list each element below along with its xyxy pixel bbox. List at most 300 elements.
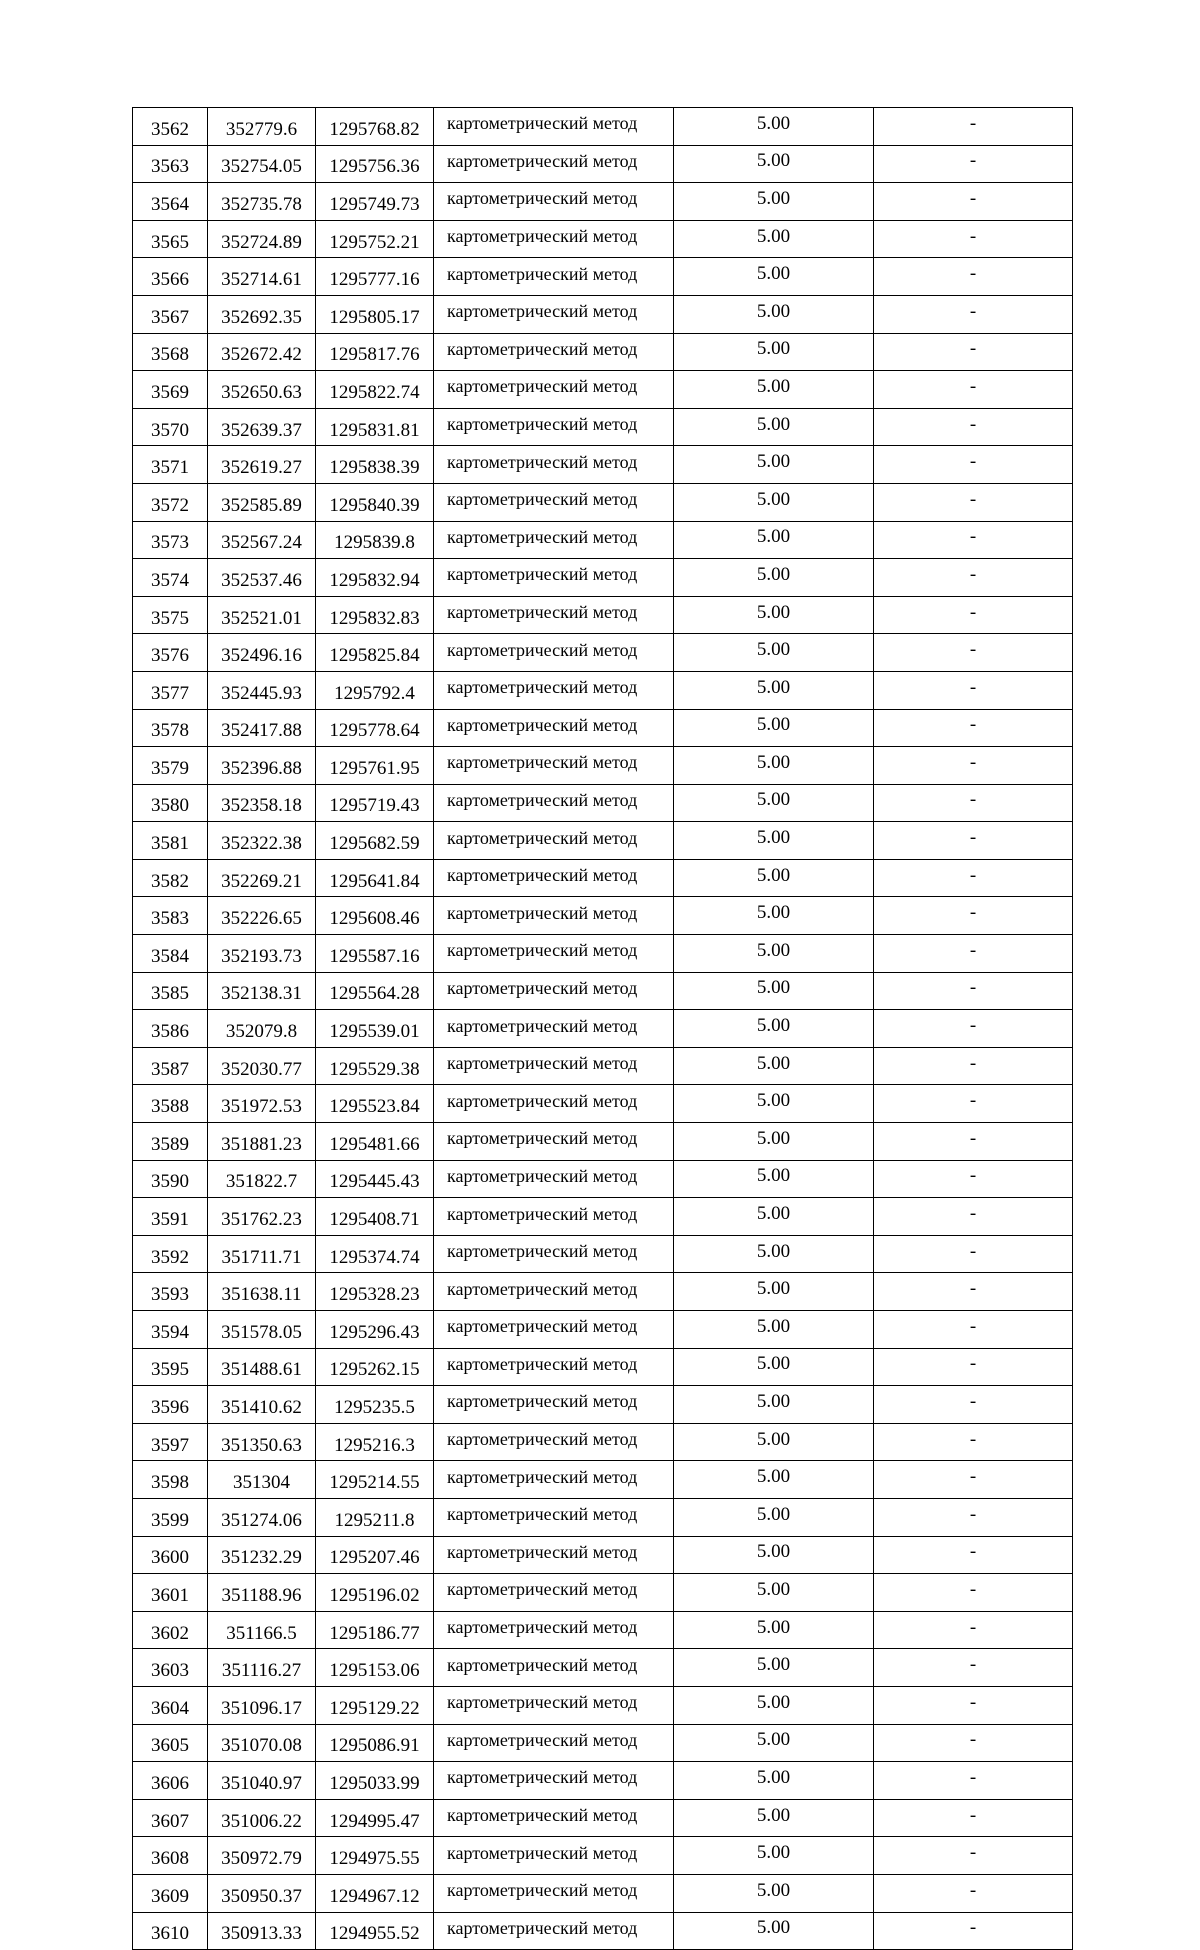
x-coordinate-cell: 352417.88 — [208, 709, 316, 747]
method-cell: картометрический метод — [434, 1686, 674, 1724]
coordinates-table — [132, 107, 1073, 1950]
note-cell: - — [874, 371, 1073, 409]
point-number-cell: 3592 — [133, 1235, 208, 1273]
y-coordinate-cell: 1295214.55 — [316, 1461, 434, 1499]
method-cell: картометрический метод — [434, 822, 674, 860]
point-number-cell: 3582 — [133, 859, 208, 897]
point-number-cell: 3586 — [133, 1010, 208, 1048]
point-number-cell: 3583 — [133, 897, 208, 935]
y-coordinate-cell: 1295529.38 — [316, 1047, 434, 1085]
table-row — [133, 747, 1073, 785]
accuracy-cell: 5.00 — [674, 1235, 874, 1273]
point-number-cell: 3568 — [133, 333, 208, 371]
x-coordinate-cell: 352735.78 — [208, 183, 316, 221]
point-number-cell: 3569 — [133, 371, 208, 409]
y-coordinate-cell: 1295768.82 — [316, 108, 434, 146]
note-cell: - — [874, 258, 1073, 296]
table-row — [133, 295, 1073, 333]
x-coordinate-cell: 352537.46 — [208, 559, 316, 597]
method-cell: картометрический метод — [434, 1536, 674, 1574]
table-row — [133, 1724, 1073, 1762]
table-row — [133, 1799, 1073, 1837]
point-number-cell: 3604 — [133, 1686, 208, 1724]
accuracy-cell: 5.00 — [674, 1273, 874, 1311]
x-coordinate-cell: 351350.63 — [208, 1423, 316, 1461]
method-cell: картометрический метод — [434, 784, 674, 822]
x-coordinate-cell: 351578.05 — [208, 1311, 316, 1349]
accuracy-cell: 5.00 — [674, 1912, 874, 1950]
coordinates-table-body — [133, 108, 1073, 1950]
point-number-cell: 3588 — [133, 1085, 208, 1123]
point-number-cell: 3606 — [133, 1762, 208, 1800]
method-cell: картометрический метод — [434, 859, 674, 897]
y-coordinate-cell: 1295839.8 — [316, 521, 434, 559]
accuracy-cell: 5.00 — [674, 1423, 874, 1461]
table-row — [133, 1686, 1073, 1724]
accuracy-cell: 5.00 — [674, 1649, 874, 1687]
point-number-cell: 3610 — [133, 1912, 208, 1950]
y-coordinate-cell: 1295216.3 — [316, 1423, 434, 1461]
note-cell: - — [874, 183, 1073, 221]
note-cell: - — [874, 1160, 1073, 1198]
note-cell: - — [874, 1874, 1073, 1912]
point-number-cell: 3584 — [133, 935, 208, 973]
x-coordinate-cell: 352754.05 — [208, 145, 316, 183]
accuracy-cell: 5.00 — [674, 634, 874, 672]
x-coordinate-cell: 352138.31 — [208, 972, 316, 1010]
x-coordinate-cell: 352193.73 — [208, 935, 316, 973]
table-row — [133, 1498, 1073, 1536]
accuracy-cell: 5.00 — [674, 559, 874, 597]
method-cell: картометрический метод — [434, 1724, 674, 1762]
method-cell: картометрический метод — [434, 559, 674, 597]
y-coordinate-cell: 1294955.52 — [316, 1912, 434, 1950]
table-row — [133, 183, 1073, 221]
method-cell: картометрический метод — [434, 371, 674, 409]
accuracy-cell: 5.00 — [674, 258, 874, 296]
x-coordinate-cell: 350950.37 — [208, 1874, 316, 1912]
method-cell: картометрический метод — [434, 1085, 674, 1123]
method-cell: картометрический метод — [434, 709, 674, 747]
method-cell: картометрический метод — [434, 183, 674, 221]
note-cell: - — [874, 1123, 1073, 1161]
accuracy-cell: 5.00 — [674, 671, 874, 709]
x-coordinate-cell: 352521.01 — [208, 596, 316, 634]
note-cell: - — [874, 521, 1073, 559]
y-coordinate-cell: 1295752.21 — [316, 220, 434, 258]
method-cell: картометрический метод — [434, 1574, 674, 1612]
y-coordinate-cell: 1295086.91 — [316, 1724, 434, 1762]
note-cell: - — [874, 408, 1073, 446]
table-row — [133, 634, 1073, 672]
y-coordinate-cell: 1295186.77 — [316, 1611, 434, 1649]
y-coordinate-cell: 1295756.36 — [316, 145, 434, 183]
x-coordinate-cell: 351188.96 — [208, 1574, 316, 1612]
point-number-cell: 3585 — [133, 972, 208, 1010]
note-cell: - — [874, 671, 1073, 709]
note-cell: - — [874, 822, 1073, 860]
table-row — [133, 408, 1073, 446]
table-row — [133, 859, 1073, 897]
point-number-cell: 3574 — [133, 559, 208, 597]
accuracy-cell: 5.00 — [674, 972, 874, 1010]
accuracy-cell: 5.00 — [674, 784, 874, 822]
note-cell: - — [874, 1461, 1073, 1499]
x-coordinate-cell: 352226.65 — [208, 897, 316, 935]
point-number-cell: 3600 — [133, 1536, 208, 1574]
y-coordinate-cell: 1295777.16 — [316, 258, 434, 296]
method-cell: картометрический метод — [434, 483, 674, 521]
x-coordinate-cell: 351410.62 — [208, 1386, 316, 1424]
y-coordinate-cell: 1294995.47 — [316, 1799, 434, 1837]
note-cell: - — [874, 295, 1073, 333]
point-number-cell: 3607 — [133, 1799, 208, 1837]
method-cell: картометрический метод — [434, 446, 674, 484]
accuracy-cell: 5.00 — [674, 596, 874, 634]
y-coordinate-cell: 1295838.39 — [316, 446, 434, 484]
y-coordinate-cell: 1295262.15 — [316, 1348, 434, 1386]
x-coordinate-cell: 351972.53 — [208, 1085, 316, 1123]
note-cell: - — [874, 108, 1073, 146]
note-cell: - — [874, 1724, 1073, 1762]
point-number-cell: 3602 — [133, 1611, 208, 1649]
table-row — [133, 1160, 1073, 1198]
x-coordinate-cell: 351070.08 — [208, 1724, 316, 1762]
point-number-cell: 3593 — [133, 1273, 208, 1311]
point-number-cell: 3589 — [133, 1123, 208, 1161]
y-coordinate-cell: 1295153.06 — [316, 1649, 434, 1687]
table-row — [133, 1536, 1073, 1574]
accuracy-cell: 5.00 — [674, 371, 874, 409]
table-row — [133, 108, 1073, 146]
x-coordinate-cell: 351096.17 — [208, 1686, 316, 1724]
accuracy-cell: 5.00 — [674, 145, 874, 183]
x-coordinate-cell: 352496.16 — [208, 634, 316, 672]
method-cell: картометрический метод — [434, 1273, 674, 1311]
method-cell: картометрический метод — [434, 596, 674, 634]
accuracy-cell: 5.00 — [674, 822, 874, 860]
x-coordinate-cell: 350972.79 — [208, 1837, 316, 1875]
y-coordinate-cell: 1295207.46 — [316, 1536, 434, 1574]
method-cell: картометрический метод — [434, 1461, 674, 1499]
table-row — [133, 1649, 1073, 1687]
y-coordinate-cell: 1295033.99 — [316, 1762, 434, 1800]
y-coordinate-cell: 1295196.02 — [316, 1574, 434, 1612]
note-cell: - — [874, 1273, 1073, 1311]
point-number-cell: 3599 — [133, 1498, 208, 1536]
y-coordinate-cell: 1295445.43 — [316, 1160, 434, 1198]
note-cell: - — [874, 1799, 1073, 1837]
method-cell: картометрический метод — [434, 1198, 674, 1236]
accuracy-cell: 5.00 — [674, 1461, 874, 1499]
y-coordinate-cell: 1295129.22 — [316, 1686, 434, 1724]
point-number-cell: 3595 — [133, 1348, 208, 1386]
note-cell: - — [874, 897, 1073, 935]
table-row — [133, 1311, 1073, 1349]
accuracy-cell: 5.00 — [674, 183, 874, 221]
y-coordinate-cell: 1295539.01 — [316, 1010, 434, 1048]
note-cell: - — [874, 1498, 1073, 1536]
x-coordinate-cell: 351040.97 — [208, 1762, 316, 1800]
accuracy-cell: 5.00 — [674, 1348, 874, 1386]
table-row — [133, 559, 1073, 597]
x-coordinate-cell: 352779.6 — [208, 108, 316, 146]
x-coordinate-cell: 351304 — [208, 1461, 316, 1499]
accuracy-cell: 5.00 — [674, 859, 874, 897]
accuracy-cell: 5.00 — [674, 1686, 874, 1724]
x-coordinate-cell: 351881.23 — [208, 1123, 316, 1161]
accuracy-cell: 5.00 — [674, 897, 874, 935]
accuracy-cell: 5.00 — [674, 408, 874, 446]
y-coordinate-cell: 1295408.71 — [316, 1198, 434, 1236]
method-cell: картометрический метод — [434, 408, 674, 446]
table-row — [133, 1273, 1073, 1311]
note-cell: - — [874, 1047, 1073, 1085]
point-number-cell: 3594 — [133, 1311, 208, 1349]
note-cell: - — [874, 559, 1073, 597]
method-cell: картометрический метод — [434, 295, 674, 333]
y-coordinate-cell: 1295587.16 — [316, 935, 434, 973]
accuracy-cell: 5.00 — [674, 295, 874, 333]
y-coordinate-cell: 1295749.73 — [316, 183, 434, 221]
method-cell: картометрический метод — [434, 333, 674, 371]
point-number-cell: 3576 — [133, 634, 208, 672]
x-coordinate-cell: 351232.29 — [208, 1536, 316, 1574]
method-cell: картометрический метод — [434, 1123, 674, 1161]
x-coordinate-cell: 352650.63 — [208, 371, 316, 409]
table-row — [133, 220, 1073, 258]
accuracy-cell: 5.00 — [674, 1085, 874, 1123]
table-row — [133, 1574, 1073, 1612]
method-cell: картометрический метод — [434, 897, 674, 935]
method-cell: картометрический метод — [434, 1912, 674, 1950]
table-row — [133, 521, 1073, 559]
x-coordinate-cell: 352567.24 — [208, 521, 316, 559]
method-cell: картометрический метод — [434, 1423, 674, 1461]
method-cell: картометрический метод — [434, 935, 674, 973]
note-cell: - — [874, 634, 1073, 672]
accuracy-cell: 5.00 — [674, 747, 874, 785]
table-row — [133, 1085, 1073, 1123]
accuracy-cell: 5.00 — [674, 1498, 874, 1536]
note-cell: - — [874, 1611, 1073, 1649]
method-cell: картометрический метод — [434, 1874, 674, 1912]
method-cell: картометрический метод — [434, 1348, 674, 1386]
table-row — [133, 145, 1073, 183]
x-coordinate-cell: 352585.89 — [208, 483, 316, 521]
table-row — [133, 897, 1073, 935]
x-coordinate-cell: 351822.7 — [208, 1160, 316, 1198]
x-coordinate-cell: 352639.37 — [208, 408, 316, 446]
note-cell: - — [874, 972, 1073, 1010]
accuracy-cell: 5.00 — [674, 1047, 874, 1085]
y-coordinate-cell: 1295825.84 — [316, 634, 434, 672]
table-row — [133, 822, 1073, 860]
accuracy-cell: 5.00 — [674, 1837, 874, 1875]
note-cell: - — [874, 483, 1073, 521]
method-cell: картометрический метод — [434, 1611, 674, 1649]
method-cell: картометрический метод — [434, 747, 674, 785]
x-coordinate-cell: 352672.42 — [208, 333, 316, 371]
y-coordinate-cell: 1295328.23 — [316, 1273, 434, 1311]
method-cell: картометрический метод — [434, 145, 674, 183]
point-number-cell: 3563 — [133, 145, 208, 183]
x-coordinate-cell: 351711.71 — [208, 1235, 316, 1273]
accuracy-cell: 5.00 — [674, 1762, 874, 1800]
table-row — [133, 671, 1073, 709]
accuracy-cell: 5.00 — [674, 1799, 874, 1837]
x-coordinate-cell: 352724.89 — [208, 220, 316, 258]
accuracy-cell: 5.00 — [674, 333, 874, 371]
method-cell: картометрический метод — [434, 1498, 674, 1536]
table-row — [133, 371, 1073, 409]
y-coordinate-cell: 1295481.66 — [316, 1123, 434, 1161]
y-coordinate-cell: 1295805.17 — [316, 295, 434, 333]
note-cell: - — [874, 1762, 1073, 1800]
x-coordinate-cell: 352619.27 — [208, 446, 316, 484]
accuracy-cell: 5.00 — [674, 1724, 874, 1762]
table-row — [133, 1874, 1073, 1912]
x-coordinate-cell: 352322.38 — [208, 822, 316, 860]
y-coordinate-cell: 1295682.59 — [316, 822, 434, 860]
accuracy-cell: 5.00 — [674, 709, 874, 747]
note-cell: - — [874, 709, 1073, 747]
y-coordinate-cell: 1294975.55 — [316, 1837, 434, 1875]
table-row — [133, 1386, 1073, 1424]
accuracy-cell: 5.00 — [674, 1536, 874, 1574]
point-number-cell: 3571 — [133, 446, 208, 484]
note-cell: - — [874, 859, 1073, 897]
point-number-cell: 3605 — [133, 1724, 208, 1762]
y-coordinate-cell: 1295778.64 — [316, 709, 434, 747]
table-row — [133, 1235, 1073, 1273]
method-cell: картометрический метод — [434, 1649, 674, 1687]
note-cell: - — [874, 1311, 1073, 1349]
point-number-cell: 3590 — [133, 1160, 208, 1198]
note-cell: - — [874, 1912, 1073, 1950]
method-cell: картометрический метод — [434, 1047, 674, 1085]
point-number-cell: 3570 — [133, 408, 208, 446]
note-cell: - — [874, 1649, 1073, 1687]
method-cell: картометрический метод — [434, 108, 674, 146]
y-coordinate-cell: 1295641.84 — [316, 859, 434, 897]
note-cell: - — [874, 1010, 1073, 1048]
point-number-cell: 3565 — [133, 220, 208, 258]
point-number-cell: 3581 — [133, 822, 208, 860]
table-row — [133, 1461, 1073, 1499]
y-coordinate-cell: 1295832.94 — [316, 559, 434, 597]
note-cell: - — [874, 1235, 1073, 1273]
accuracy-cell: 5.00 — [674, 1198, 874, 1236]
table-row — [133, 1611, 1073, 1649]
x-coordinate-cell: 351006.22 — [208, 1799, 316, 1837]
table-row — [133, 1047, 1073, 1085]
note-cell: - — [874, 220, 1073, 258]
point-number-cell: 3564 — [133, 183, 208, 221]
y-coordinate-cell: 1295822.74 — [316, 371, 434, 409]
method-cell: картометрический метод — [434, 1762, 674, 1800]
accuracy-cell: 5.00 — [674, 1386, 874, 1424]
accuracy-cell: 5.00 — [674, 1010, 874, 1048]
table-row — [133, 1010, 1073, 1048]
accuracy-cell: 5.00 — [674, 521, 874, 559]
x-coordinate-cell: 352445.93 — [208, 671, 316, 709]
table-row — [133, 333, 1073, 371]
accuracy-cell: 5.00 — [674, 446, 874, 484]
y-coordinate-cell: 1295817.76 — [316, 333, 434, 371]
method-cell: картометрический метод — [434, 1799, 674, 1837]
point-number-cell: 3567 — [133, 295, 208, 333]
table-row — [133, 784, 1073, 822]
x-coordinate-cell: 351762.23 — [208, 1198, 316, 1236]
x-coordinate-cell: 351274.06 — [208, 1498, 316, 1536]
table-row — [133, 258, 1073, 296]
point-number-cell: 3578 — [133, 709, 208, 747]
accuracy-cell: 5.00 — [674, 1160, 874, 1198]
point-number-cell: 3598 — [133, 1461, 208, 1499]
y-coordinate-cell: 1295296.43 — [316, 1311, 434, 1349]
point-number-cell: 3587 — [133, 1047, 208, 1085]
x-coordinate-cell: 351166.5 — [208, 1611, 316, 1649]
y-coordinate-cell: 1295235.5 — [316, 1386, 434, 1424]
accuracy-cell: 5.00 — [674, 1574, 874, 1612]
method-cell: картометрический метод — [434, 1160, 674, 1198]
note-cell: - — [874, 333, 1073, 371]
note-cell: - — [874, 1423, 1073, 1461]
note-cell: - — [874, 1536, 1073, 1574]
table-row — [133, 1912, 1073, 1950]
x-coordinate-cell: 352396.88 — [208, 747, 316, 785]
note-cell: - — [874, 446, 1073, 484]
note-cell: - — [874, 1386, 1073, 1424]
note-cell: - — [874, 1686, 1073, 1724]
table-row — [133, 1348, 1073, 1386]
y-coordinate-cell: 1295832.83 — [316, 596, 434, 634]
method-cell: картометрический метод — [434, 1010, 674, 1048]
point-number-cell: 3608 — [133, 1837, 208, 1875]
y-coordinate-cell: 1295840.39 — [316, 483, 434, 521]
point-number-cell: 3597 — [133, 1423, 208, 1461]
y-coordinate-cell: 1295374.74 — [316, 1235, 434, 1273]
accuracy-cell: 5.00 — [674, 483, 874, 521]
table-row — [133, 483, 1073, 521]
x-coordinate-cell: 351488.61 — [208, 1348, 316, 1386]
method-cell: картометрический метод — [434, 1235, 674, 1273]
point-number-cell: 3573 — [133, 521, 208, 559]
x-coordinate-cell: 351638.11 — [208, 1273, 316, 1311]
accuracy-cell: 5.00 — [674, 1123, 874, 1161]
accuracy-cell: 5.00 — [674, 108, 874, 146]
table-row — [133, 1762, 1073, 1800]
y-coordinate-cell: 1295831.81 — [316, 408, 434, 446]
point-number-cell: 3579 — [133, 747, 208, 785]
note-cell: - — [874, 1574, 1073, 1612]
x-coordinate-cell: 352030.77 — [208, 1047, 316, 1085]
note-cell: - — [874, 145, 1073, 183]
y-coordinate-cell: 1295211.8 — [316, 1498, 434, 1536]
note-cell: - — [874, 1085, 1073, 1123]
y-coordinate-cell: 1294967.12 — [316, 1874, 434, 1912]
point-number-cell: 3596 — [133, 1386, 208, 1424]
accuracy-cell: 5.00 — [674, 1611, 874, 1649]
point-number-cell: 3591 — [133, 1198, 208, 1236]
table-row — [133, 1123, 1073, 1161]
point-number-cell: 3580 — [133, 784, 208, 822]
x-coordinate-cell: 352692.35 — [208, 295, 316, 333]
y-coordinate-cell: 1295792.4 — [316, 671, 434, 709]
point-number-cell: 3609 — [133, 1874, 208, 1912]
method-cell: картометрический метод — [434, 258, 674, 296]
